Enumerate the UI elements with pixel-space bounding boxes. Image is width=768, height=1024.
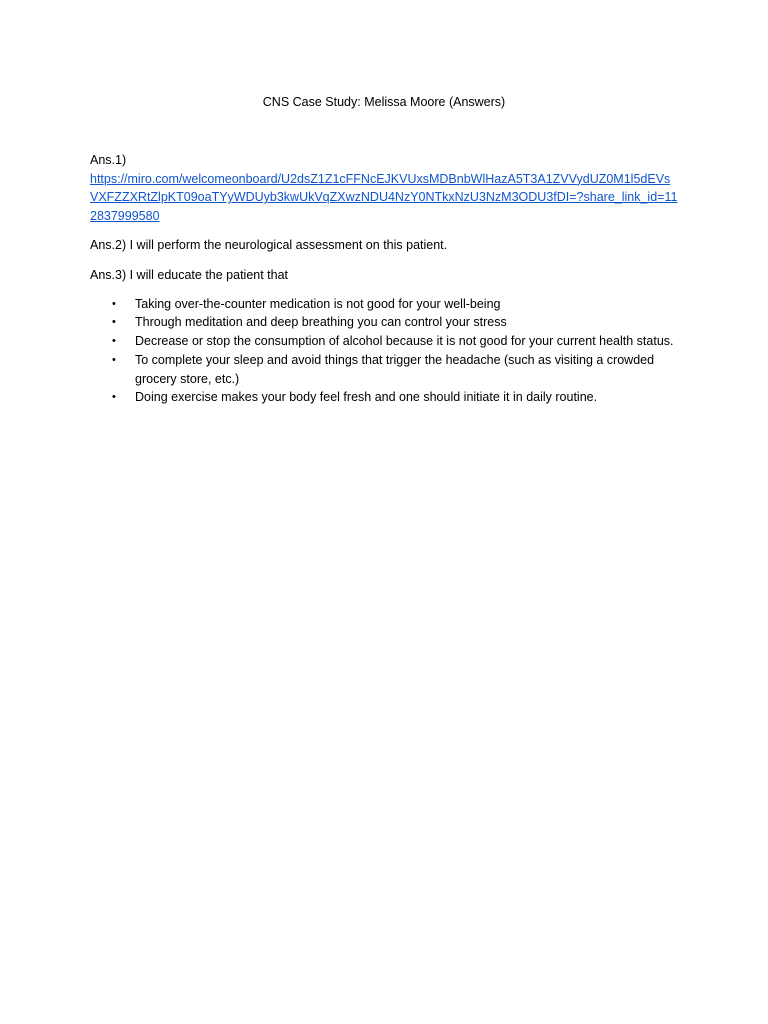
bullet-icon: • [112,335,116,348]
page-title: CNS Case Study: Melissa Moore (Answers) [262,95,506,109]
bullet-icon: • [112,391,116,404]
list-item [90,313,680,332]
answer-2: Ans.2) I will perform the neurological assessment on this patient. [90,238,448,253]
list-item [90,295,680,314]
list-item-text: Taking over-the-counter medication is not good for your well-being [135,296,501,311]
bullet-icon: • [112,316,116,329]
list-item [90,332,680,351]
answer-1-label: Ans.1) [90,153,127,167]
education-list [90,295,680,407]
answer-3: Ans.3) I will educate the patient that [90,267,289,282]
list-item-text: Through meditation and deep breathing you can control your stress [135,315,507,330]
bullet-icon: • [112,297,116,310]
document-body [90,151,680,407]
answer-1 [90,151,680,226]
list-item [90,388,680,407]
list-item [90,351,680,388]
bullet-icon: • [112,353,116,366]
list-item-text: Doing exercise makes your body feel fresh and one should initiate it in daily routine. [135,390,598,405]
miro-board-link[interactable]: https://miro.com/welcomeonboard/U2dsZ1Z1cFFNcEJKVUxsMDBnbWlHazA5T3A1ZVVydUZ0M1l5dEVsVXFZZXRtZlpKT09oaTYyWDUyb3kwUkVqZXwzNDU4NzY0NTkxNzU3NzM3ODU3fDI=?share_link_id=112837999580 [90,171,678,224]
list-item-text: To complete your sleep and avoid things that trigger the headache (such as visiting a crowded grocery store, etc.) [135,352,655,386]
list-item-text: Decrease or stop the consumption of alcohol because it is not good for your current health status. [135,334,674,349]
